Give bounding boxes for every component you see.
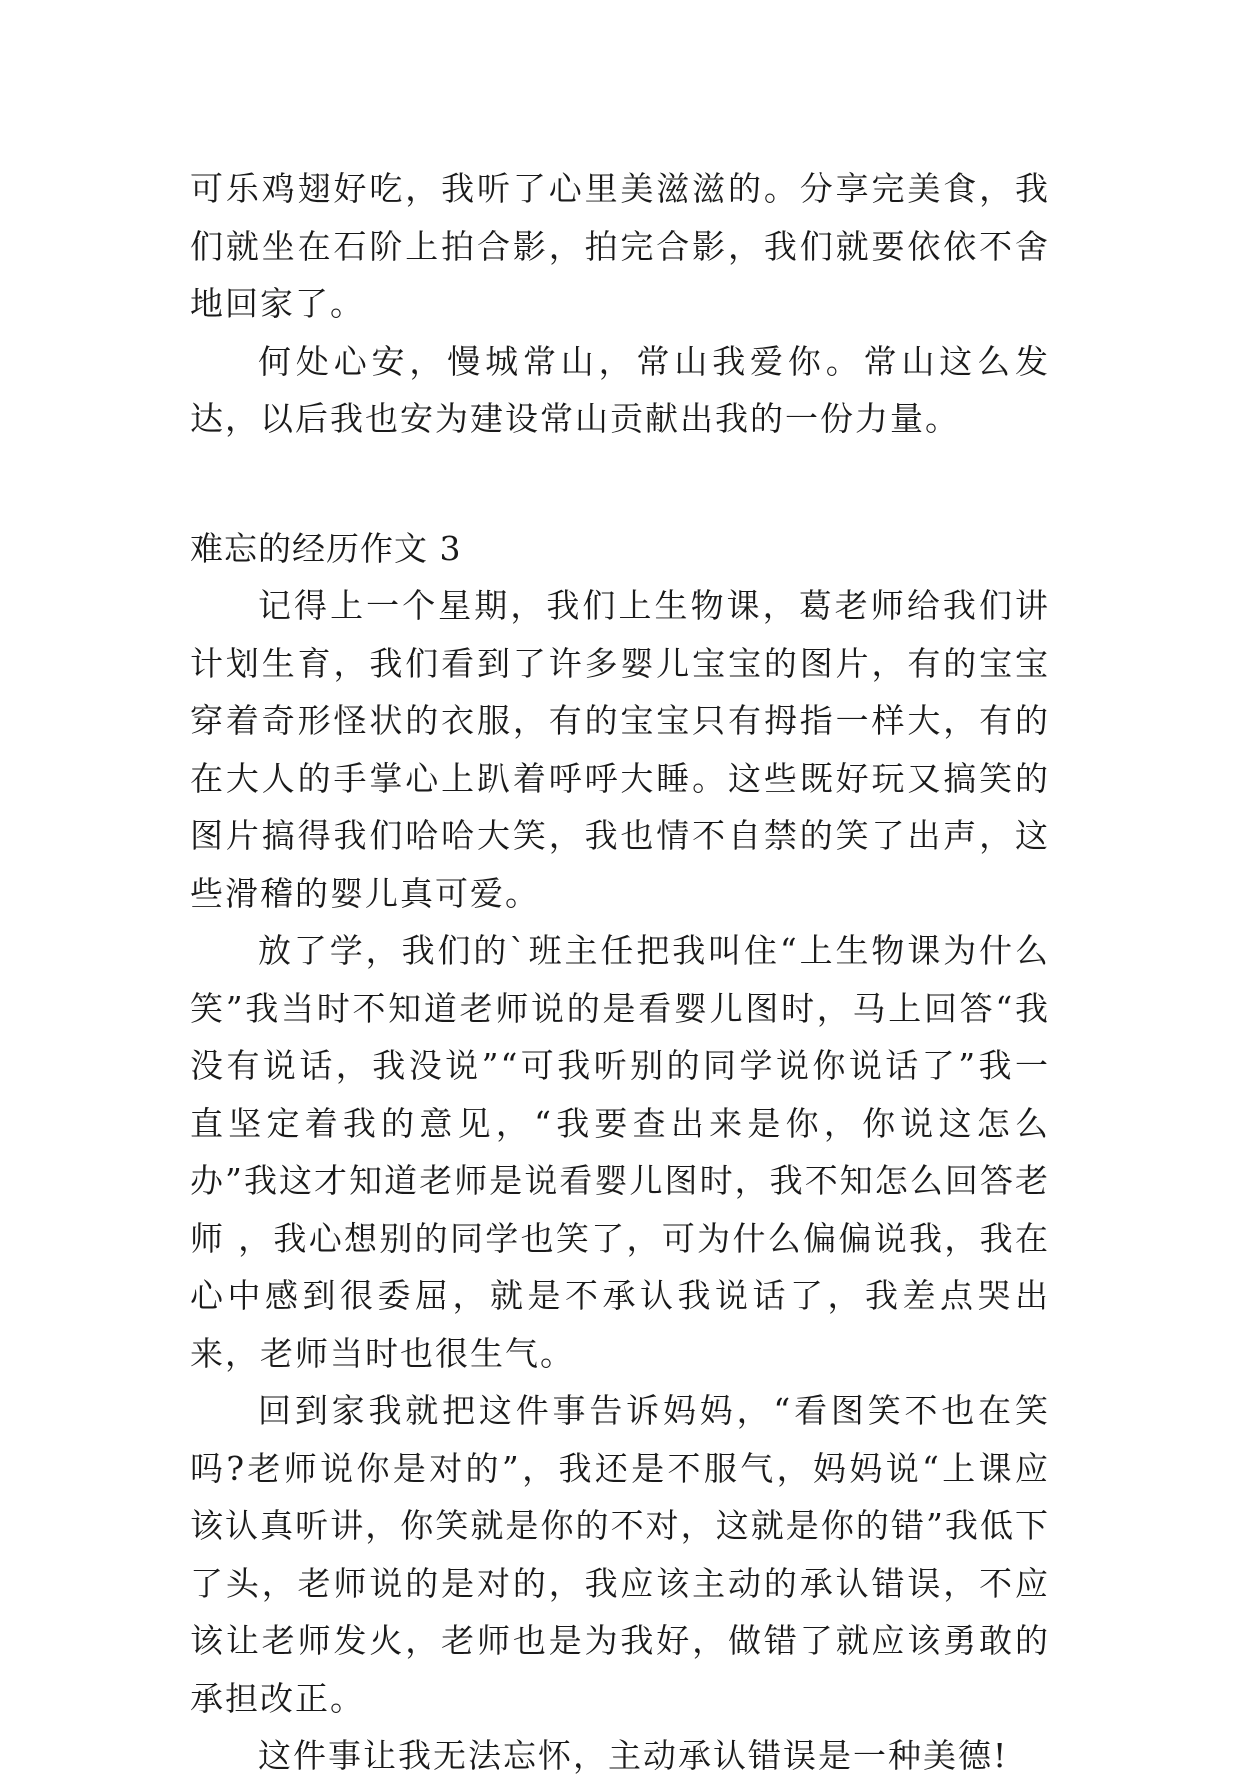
document-body [190,160,1050,1785]
essay-paragraph-1: 记得上一个星期，我们上生物课，葛老师给我们讲计划生育，我们看到了许多婴儿宝宝的图片，有的宝宝穿着奇形怪状的衣服，有的宝宝只有拇指一样大，有的在大人的手掌心上趴着呼呼大睡。这些既好玩又搞笑的图片搞得我们哈哈大笑，我也情不自禁的笑了出声，这些滑稽的婴儿真可爱。 [190,586,1050,913]
essay-title: 难忘的经历作文 3 [190,528,462,568]
essay-paragraph-3: 回到家我就把这件事告诉妈妈，“看图笑不也在笑吗?老师说你是对的”，我还是不服气，妈妈说“上课应该认真听讲，你笑就是你的不对，这就是你的错”我低下了头，老师说的是对的，我应该主动的承认错误，不应该让老师发火，老师也是为我好，做错了就应该勇敢的承担改正。 [190,1391,1050,1718]
essay-paragraph-2: 放了学，我们的`班主任把我叫住“上生物课为什么笑”我当时不知道老师说的是看婴儿图时，马上回答“我没有说话，我没说”“可我听别的同学说你说话了”我一直坚定着我的意见，“我要查出来是你，你说这怎么办”我这才知道老师是说看婴儿图时，我不知怎么回答老师 ，我心想别的同学也笑了，可为什么偏偏说我，我在心中感到很委屈，就是不承认我说话了，我差点哭出来，老师当时也很生气。 [190,931,1050,1373]
intro-paragraph-1: 可乐鸡翅好吃，我听了心里美滋滋的。分享完美食，我们就坐在石阶上拍合影，拍完合影，我们就要依依不舍地回家了。 [190,169,1050,323]
intro-paragraph-2: 何处心安，慢城常山，常山我爱你。常山这么发达，以后我也安为建设常山贡献出我的一份力量。 [190,341,1050,438]
essay-paragraph-4: 这件事让我无法忘怀，主动承认错误是一种美德! [258,1736,1009,1775]
